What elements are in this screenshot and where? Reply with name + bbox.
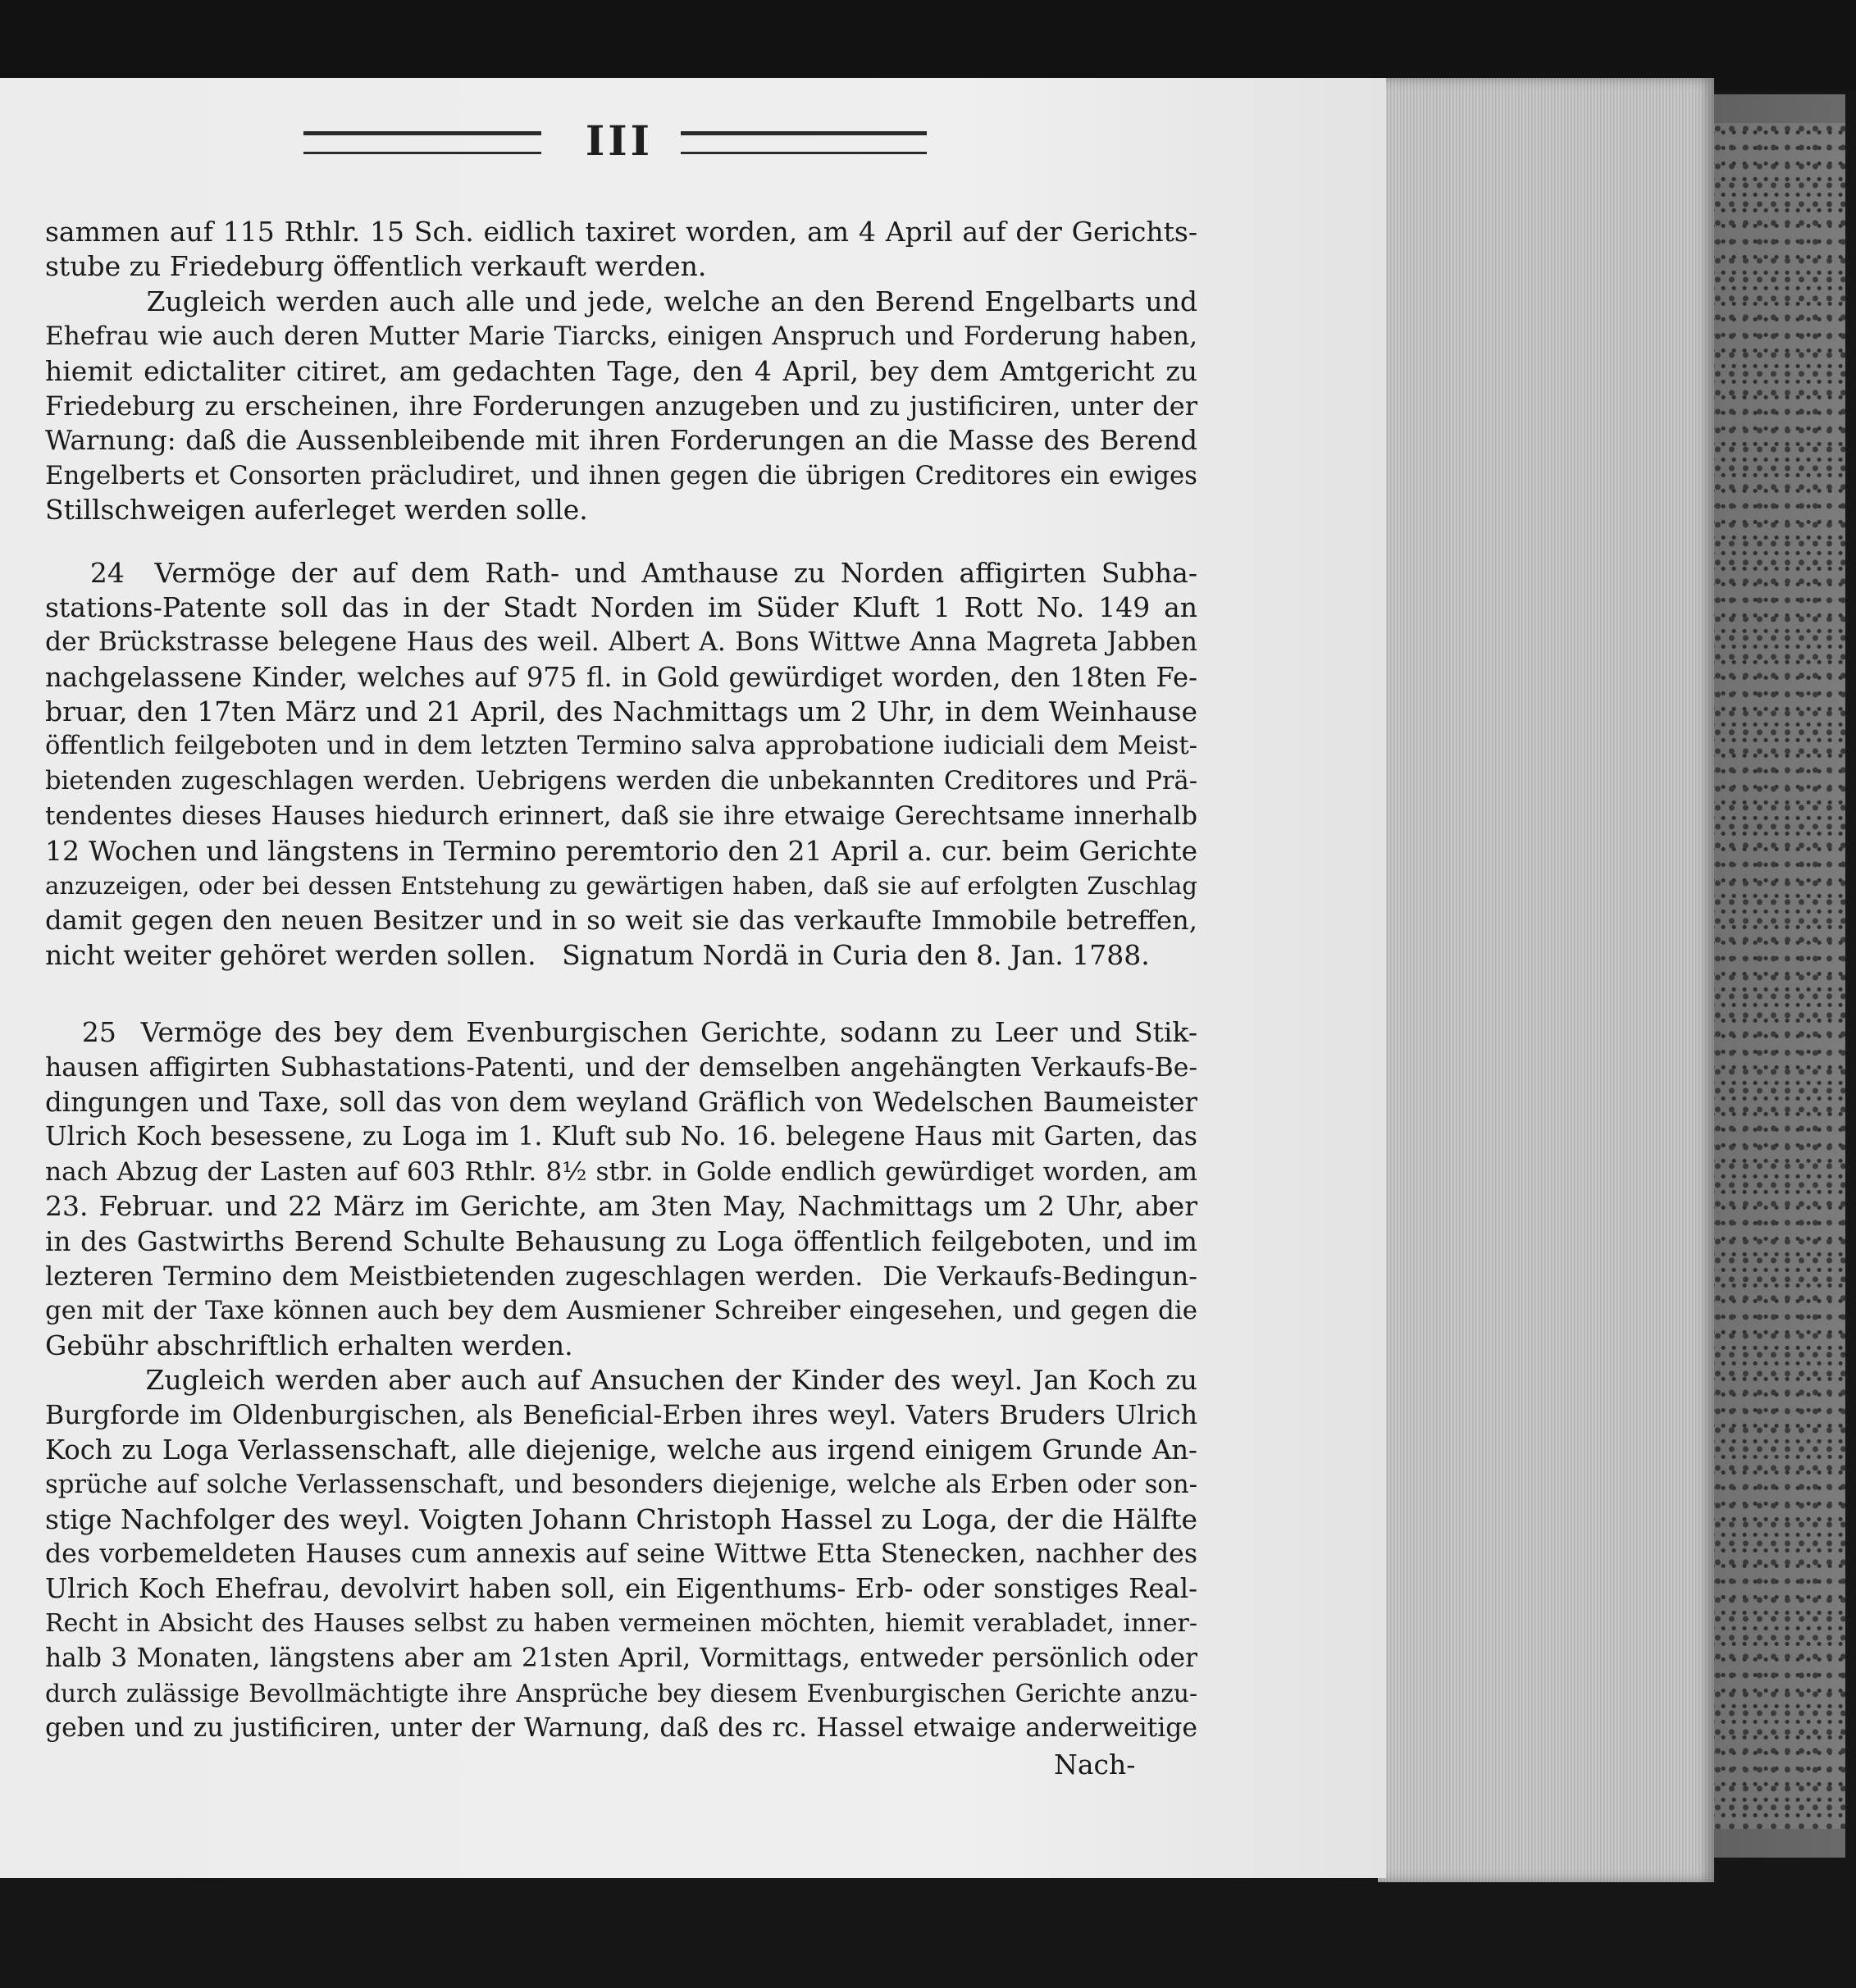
text-line: lezteren Termino dem Meistbietenden zugeschlagen werden. Die Verkaufs-Bedingun- [45, 1260, 1197, 1292]
text-line: Recht in Absicht des Hauses selbst zu haben vermeinen möchten, hiemit verabladet, inner- [45, 1608, 1197, 1638]
text-line: bietenden zugeschlagen werden. Uebrigens werden die unbekannten Creditores und Prä- [45, 766, 1197, 796]
page-number: III [585, 116, 654, 165]
text-line: 25 Vermöge des bey dem Evenburgischen Gerichte, sodann zu Leer und Stik- [45, 1016, 1197, 1049]
text-line: geben und zu justificiren, unter der Warnung, daß des rc. Hassel etwaige anderweitige [45, 1713, 1197, 1744]
text-line: hausen affigirten Subhastations-Patenti, und der demselben angehängten Verkaufs-Be- [45, 1052, 1197, 1083]
text-line: hiemit edictaliter citiret, am gedachten Tage, den 4 April, bey dem Amtgericht zu [45, 354, 1197, 387]
text-line: Stillschweigen auferleget werden solle. [45, 494, 588, 527]
text-line: Friedeburg zu erscheinen, ihre Forderungen anzugeben und zu justificiren, unter der [45, 390, 1197, 422]
text-line: Warnung: daß die Aussenbleibende mit ihren Forderungen an die Masse des Berend [45, 425, 1197, 457]
text-line: Ulrich Koch Ehefrau, devolvirt haben soll, ein Eigenthums- Erb- oder sonstiges Real- [45, 1573, 1197, 1605]
scan-background [0, 0, 1856, 90]
text-line: öffentlich feilgeboten und in dem letzten Termino salva approbatione iudiciali dem Meist- [45, 732, 1197, 761]
text-line: stations-Patente soll das in der Stadt Norden im Süder Kluft 1 Rott No. 149 an [45, 590, 1197, 623]
text-line: anzuzeigen, oder bei dessen Entstehung zu gewärtigen haben, daß sie auf erfolgten Zuschlag [45, 872, 1197, 901]
text-line: tendentes dieses Hauses hiedurch erinnert, daß sie ihre etwaige Gerechtsame innerhalb [45, 801, 1197, 832]
paragraph-24 [45, 556, 1197, 973]
header-rule-right [681, 131, 927, 154]
text-line: halb 3 Monaten, längstens aber am 21sten April, Vormittags, entweder persönlich oder [45, 1644, 1197, 1674]
text-line: damit gegen den neuen Besitzer und in so weit sie das verkaufte Immobile betreffen, [45, 905, 1197, 937]
text-line: sammen auf 115 Rthlr. 15 Sch. eidlich taxiret worden, am 4 April auf der Gerichts- [45, 216, 1197, 248]
text-line: nach Abzug der Lasten auf 603 Rthlr. 8½ stbr. in Golde endlich gewürdiget worden, am [45, 1156, 1197, 1187]
paragraph-gap [45, 973, 1197, 1015]
text-line: Gebühr abschriftlich erhalten werden. [45, 1329, 573, 1361]
catchword: Nach- [1054, 1749, 1136, 1781]
text-line: 12 Wochen und längstens in Termino peremtorio den 21 April a. cur. beim Gerichte [45, 834, 1197, 867]
text-line: 24 Vermöge der auf dem Rath- und Amthause zu Norden affigirten Subha- [45, 556, 1197, 589]
text-line: durch zulässige Bevollmächtigte ihre Ansprüche bey diesem Evenburgischen Gerichte anzu- [45, 1678, 1197, 1708]
page-text [45, 215, 1197, 1745]
page-edges [1378, 78, 1714, 1882]
text-line: Zugleich werden auch alle und jede, welche an den Berend Engelbarts und [45, 285, 1197, 317]
header-rule-left [303, 131, 541, 154]
text-line: sprüche auf solche Verlassenschaft, und besonders diejenige, welche als Erben oder son- [45, 1470, 1197, 1500]
text-line: dingungen und Taxe, soll das von dem weyland Gräflich von Wedelschen Baumeister [45, 1086, 1197, 1118]
paragraph-citation [45, 285, 1197, 528]
text-line: nachgelassene Kinder, welches auf 975 fl. in Gold gewürdiget worden, den 18ten Fe- [45, 661, 1197, 693]
text-line: des vorbemeldeten Hauses cum annexis auf seine Wittwe Etta Stenecken, nachher des [45, 1539, 1197, 1570]
paragraph-25 [45, 1015, 1197, 1363]
text-line: stige Nachfolger des weyl. Voigten Johann Christoph Hassel zu Loga, der die Hälfte [45, 1502, 1197, 1535]
text-line: in des Gastwirths Berend Schulte Behausung zu Loga öffentlich feilgeboten, und im [45, 1225, 1197, 1257]
text-line: 23. Februar. und 22 März im Gerichte, am 3ten May, Nachmittags um 2 Uhr, aber [45, 1190, 1197, 1223]
text-line: Ehefrau wie auch deren Mutter Marie Tiarcks, einigen Anspruch und Forderung haben, [45, 321, 1197, 352]
paragraph-gap [45, 528, 1197, 556]
text-line: Zugleich werden aber auch auf Ansuchen der Kinder des weyl. Jan Koch zu [45, 1364, 1197, 1397]
text-line: nicht weiter gehöret werden sollen. Signatum Nordä in Curia den 8. Jan. 1788. [45, 938, 1150, 971]
paragraph-citation-2 [45, 1363, 1197, 1745]
text-line: Ulrich Koch besessene, zu Loga im 1. Kluft sub No. 16. belegene Haus mit Garten, das [45, 1122, 1197, 1152]
text-line: Koch zu Loga Verlassenschaft, alle diejenige, welche aus irgend einigem Grunde An- [45, 1434, 1197, 1466]
text-line: stube zu Friedeburg öffentlich verkauft werden. [45, 250, 707, 283]
text-line: Engelberts et Consorten präcludiret, und ihnen gegen die übrigen Creditores ein ewiges [45, 460, 1197, 490]
paragraph-continuation [45, 215, 1197, 285]
text-line: Burgforde im Oldenburgischen, als Beneficial-Erben ihres weyl. Vaters Bruders Ulrich [45, 1400, 1197, 1430]
text-line: der Brückstrasse belegene Haus des weil. Albert A. Bons Wittwe Anna Magreta Jabben [45, 627, 1197, 658]
text-line: gen mit der Taxe können auch bey dem Ausmiener Schreiber eingesehen, und gegen die [45, 1296, 1197, 1326]
text-line: bruar, den 17ten März und 21 April, des Nachmittags um 2 Uhr, in dem Weinhause [45, 695, 1197, 728]
